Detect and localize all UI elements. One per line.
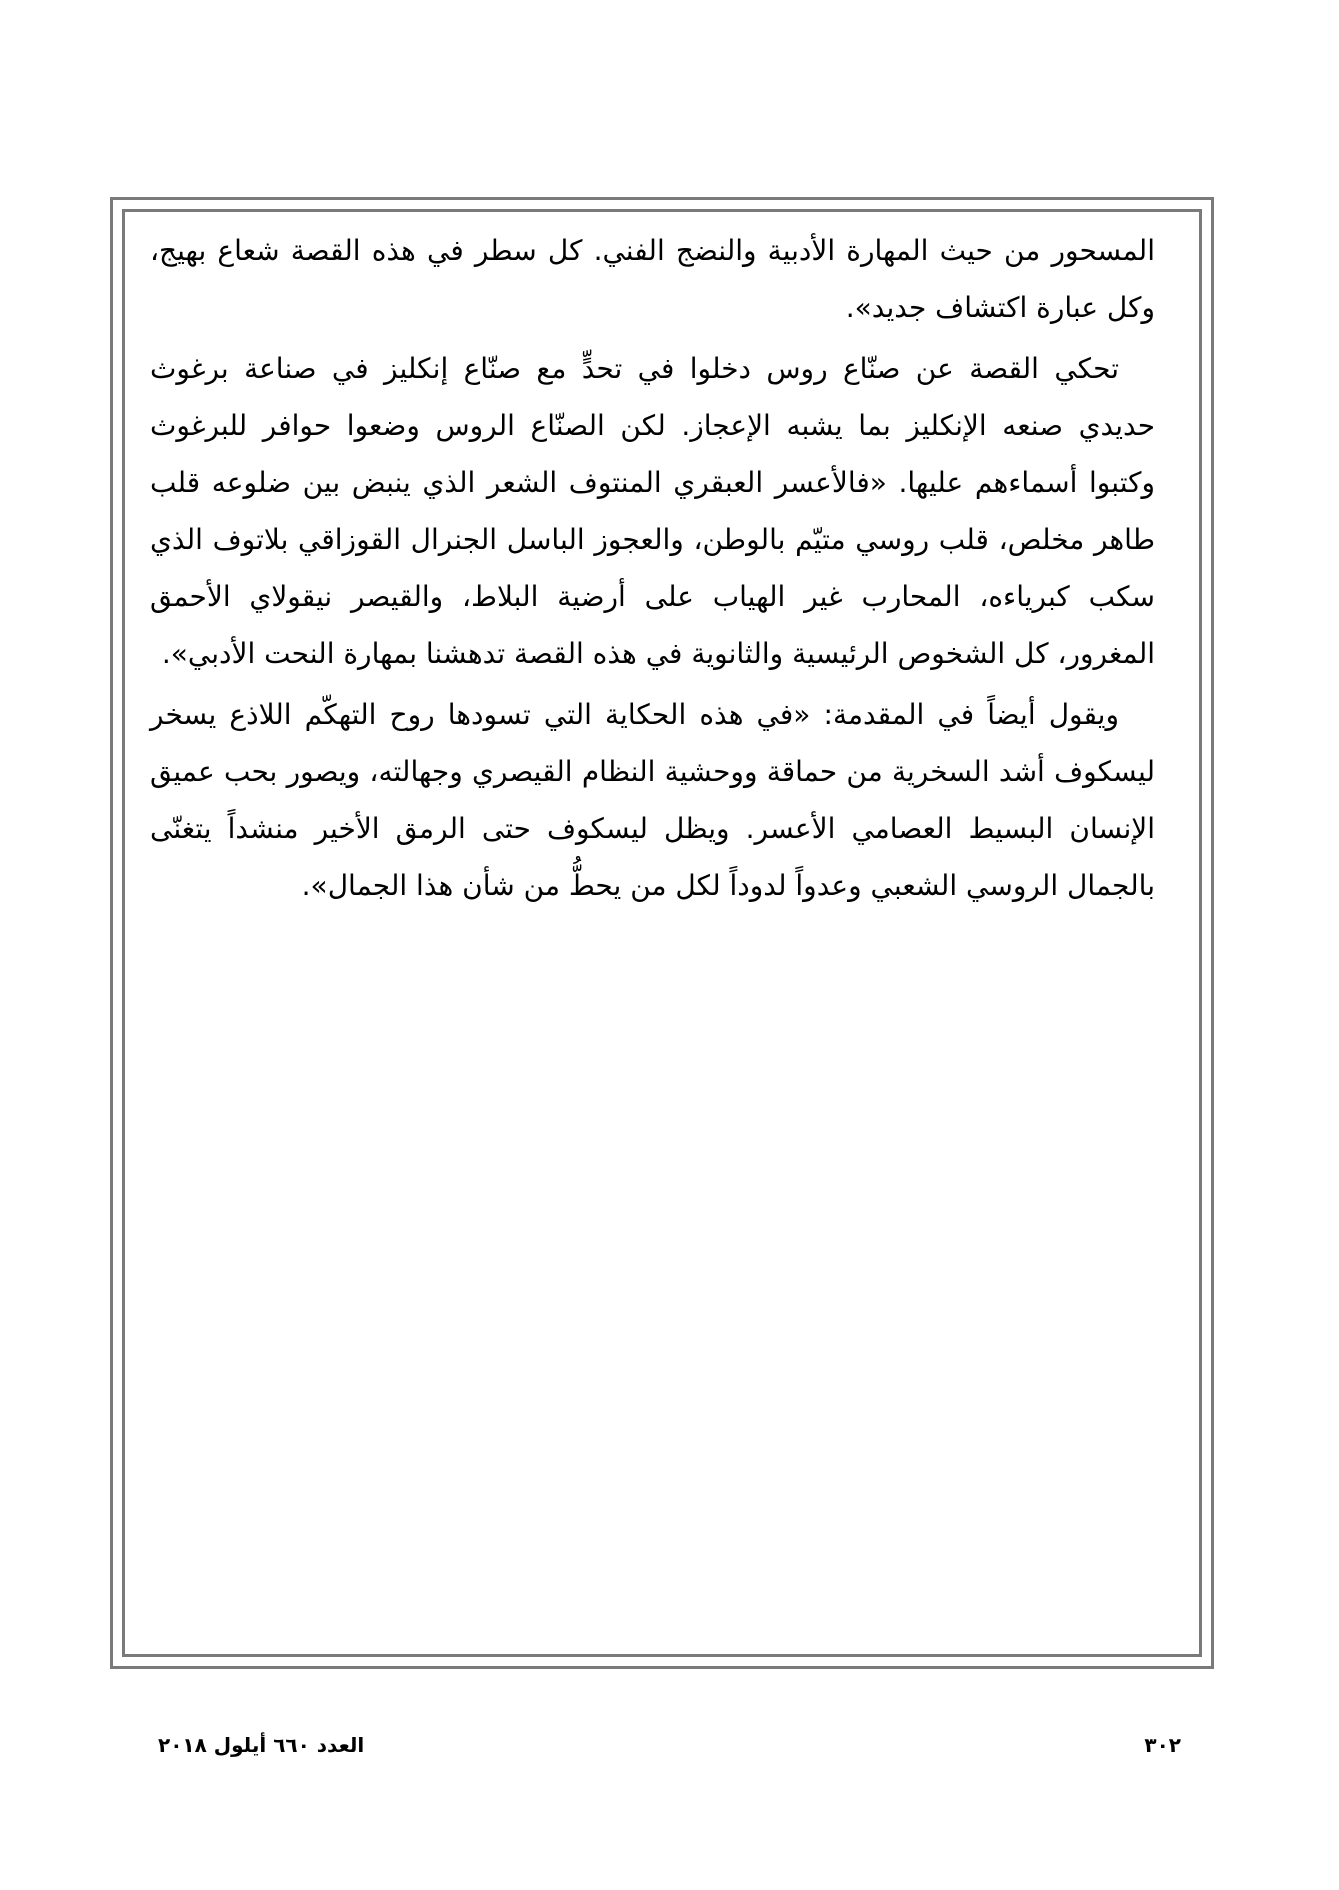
paragraph-3: ويقول أيضاً في المقدمة: «في هذه الحكاية التي تسودها روح التهكّم اللاذع يسخر ليسكوف أشد السخرية من حماقة ووحشية النظام القيصري وجهالته، ويصور بحب عميق الإنسان البسيط العصامي الأعسر. ويظل ليسكوف حتى الرمق الأخير منشداً يتغنّى بالجمال الروسي الشعبي وعدواً لدوداً لكل من يحطُّ من شأن هذا الجمال». — [150, 698, 1155, 902]
issue-label: العدد ٦٦٠ أيلول ٢٠١٨ — [158, 1733, 365, 1757]
page-number: ٣٠٢ — [1144, 1733, 1181, 1757]
article-body — [150, 222, 1155, 918]
paragraph-2: تحكي القصة عن صنّاع روس دخلوا في تحدٍّ مع صنّاع إنكليز في صناعة برغوث حديدي صنعه الإنكليز بما يشبه الإعجاز. لكن الصنّاع الروس وضعوا حوافر للبرغوث وكتبوا أسماءهم عليها. «فالأعسر العبقري المنتوف الشعر الذي ينبض بين ضلوعه قلب طاهر مخلص، قلب روسي متيّم بالوطن، والعجوز الباسل الجنرال القوزاقي بلاتوف الذي سكب كبرياءه، المحارب غير الهياب على أرضية البلاط، والقيصر نيقولاي الأحمق المغرور، كل الشخوص الرئيسية والثانوية في هذه القصة تدهشنا بمهارة النحت الأدبي». — [150, 352, 1155, 670]
paragraph-1: المسحور من حيث المهارة الأدبية والنضج الفني. كل سطر في هذه القصة شعاع بهيج، وكل عبارة اكتشاف جديد». — [150, 234, 1155, 324]
